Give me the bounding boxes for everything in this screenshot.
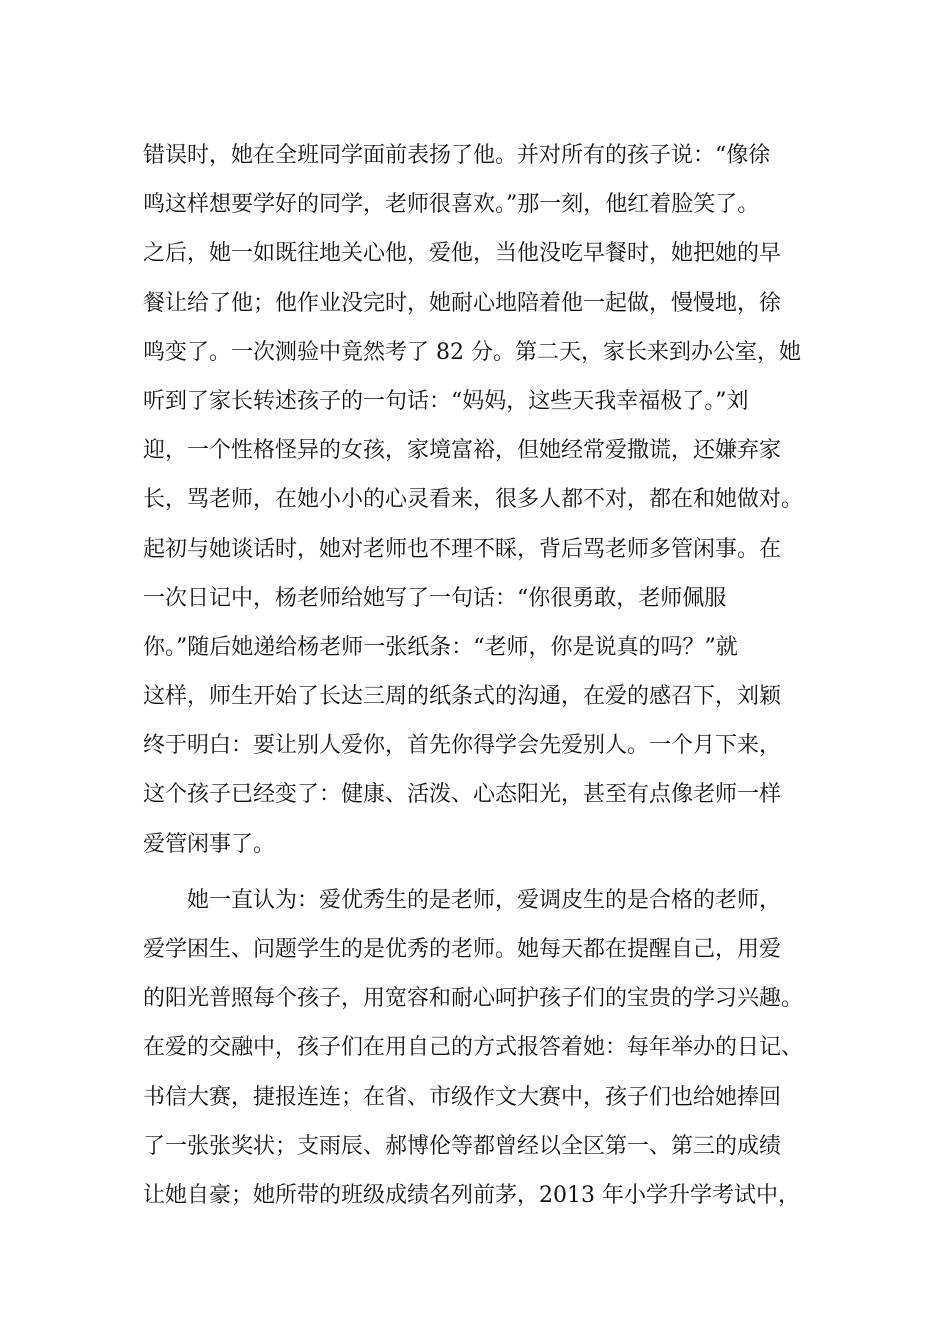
body-text <box>143 131 833 1220</box>
text-line: 的阳光普照每个孩子，用宽容和耐心呵护孩子们的宝贵的学习兴趣。 <box>143 986 804 1012</box>
text-line: 爱管闲事了。 <box>143 831 276 857</box>
text-line: 餐让给了他；他作业没完时，她耐心地陪着他一起做，慢慢地，徐 <box>143 290 782 316</box>
text-line: 起初与她谈话时，她对老师也不理不睬，背后骂老师多管闲事。在 <box>143 536 782 562</box>
text-line: 了一张张奖状；支雨辰、郝博伦等都曾经以全区第一、第三的成绩 <box>143 1133 782 1159</box>
text-line: 这个孩子已经变了：健康、活泼、心态阳光，甚至有点像老师一样 <box>143 782 782 808</box>
text-line: 长，骂老师，在她小小的心灵看来，很多人都不对，都在和她做对。 <box>143 487 804 513</box>
text-line: 让她自豪；她所带的班级成绩名列前茅，2013 年小学升学考试中， <box>143 1182 800 1208</box>
paragraph-first-line: 她一直认为：爱优秀生的是老师，爱调皮生的是合格的老师， <box>143 887 782 913</box>
text-line: 错误时，她在全班同学面前表扬了他。并对所有的孩子说：“像徐 <box>143 143 771 168</box>
text-line: 在爱的交融中，孩子们在用自己的方式报答着她：每年举办的日记、 <box>143 1035 804 1061</box>
text-line: 之后，她一如既往地关心他，爱他，当他没吃早餐时，她把她的早 <box>143 241 782 267</box>
text-line: 鸣这样想要学好的同学，老师很喜欢。”那一刻，他红着脸笑了。 <box>143 192 760 218</box>
text-line: 一次日记中，杨老师给她写了一句话：“你很勇敢，老师佩服 <box>143 585 727 611</box>
text-line: 鸣变了。一次测验中竟然考了 82 分。第二天，家长来到办公室，她 <box>143 339 801 365</box>
text-line: 迎，一个性格怪异的女孩，家境富裕，但她经常爱撒谎，还嫌弃家 <box>143 438 782 464</box>
text-line: 终于明白：要让别人爱你，首先你得学会先爱别人。一个月下来， <box>143 733 782 759</box>
text-line: 听到了家长转述孩子的一句话：“妈妈，这些天我幸福极了。”刘 <box>143 388 749 414</box>
text-line: 这样，师生开始了长达三周的纸条式的沟通，在爱的感召下，刘颖 <box>143 684 782 710</box>
text-line: 你。”随后她递给杨老师一张纸条：“老师，你是说真的吗？”就 <box>143 634 738 660</box>
text-line: 书信大赛，捷报连连；在省、市级作文大赛中，孩子们也给她捧回 <box>143 1084 782 1110</box>
text-line: 爱学困生、问题学生的是优秀的老师。她每天都在提醒自己，用爱 <box>143 937 782 962</box>
